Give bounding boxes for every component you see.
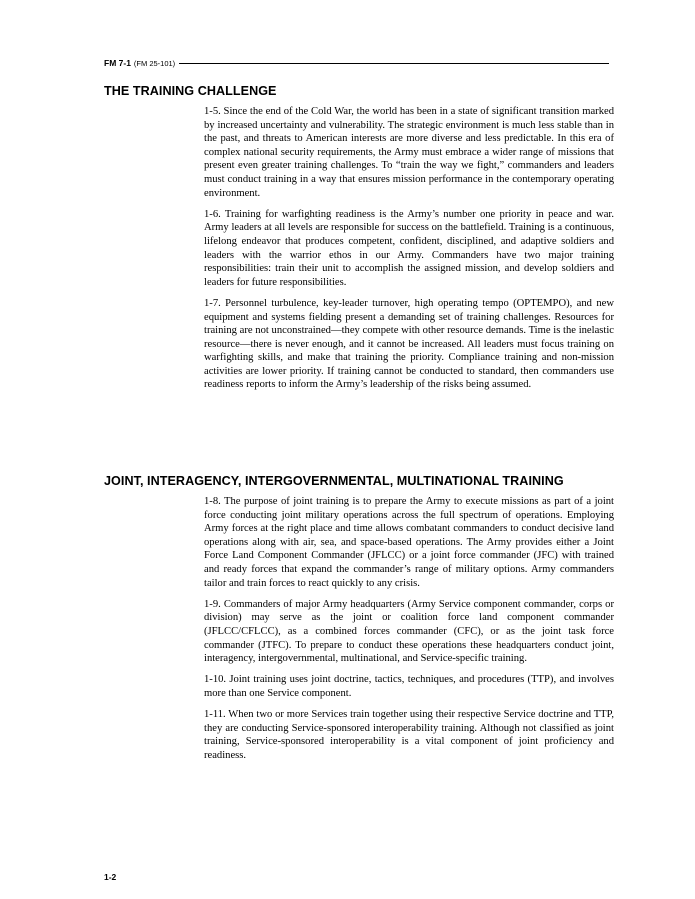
section-heading-joint-training: JOINT, INTERAGENCY, INTERGOVERNMENTAL, MULTINATIONAL TRAINING: [104, 474, 564, 488]
supersedes-note: (FM 25-101): [133, 58, 176, 68]
paragraph-1-11: 1-11. When two or more Services train together using their respective Service doctrine and TTP, they are conducting Service-sponsored interoperability training. Although not classified as joint training, Service-sponsored interoperability is a vital component of joint proficiency and readiness.: [204, 709, 614, 761]
section-body-joint-training: [204, 495, 614, 770]
paragraph-1-9: 1-9. Commanders of major Army headquarters (Army Service component commander, corps or division) may serve as the joint or coalition force land component commander (JFLCC/CFLCC), as a combined forces commander (CFC), or as the joint task force commander (JTFC). To prepare to conduct these operations these headquarters conduct joint, interagency, intergovernmental, multinational, and Service-specific training.: [204, 598, 614, 665]
section-heading-training-challenge: THE TRAINING CHALLENGE: [104, 84, 277, 98]
header-rule: [179, 63, 609, 64]
paragraph-1-10: 1-10. Joint training uses joint doctrine, tactics, techniques, and procedures (TTP), and involves more than one Service component.: [204, 674, 614, 699]
paragraph-1-7: 1-7. Personnel turbulence, key-leader turnover, high operating tempo (OPTEMPO), and new equipment and systems fielding present a demanding set of training challenges. Resources for training are not unconstrained—they compete with other resource demands. Time is the inelastic resource—there is never enough, and it cannot be increased. All leaders must focus training on warfighting skills, and make that training the priority. Compliance training and non-mission activities are lower priority. If training cannot be conducted to standard, then commanders use readiness reports to inform the Army’s leadership of the risks being assumed.: [204, 297, 614, 391]
section-body-training-challenge: [204, 105, 614, 400]
paragraph-1-6: 1-6. Training for warfighting readiness is the Army’s number one priority in peace and war. Army leaders at all levels are responsible for success on the battlefield. Training is a continuous, lifelong endeavor that produces competent, confident, disciplined, and adaptive soldiers and leaders with the warrior ethos in our Army. Commanders have two major training responsibilities: train their unit to accomplish the assigned mission, and develop soldiers and leaders for future responsibilities.: [204, 208, 614, 288]
paragraph-1-8: 1-8. The purpose of joint training is to prepare the Army to execute missions as part of a joint force conducting joint military operations across the full spectrum of operations. Employing Army forces at the right place and time allows combatant commanders to conduct decisive land operations along with air, sea, and space-based operations. The Army provides either a Joint Force Land Component Commander (JFLCC) or a joint force commander (JFC) with trained and ready forces that expand the commander’s range of military options. Army commanders tailor and train forces to react quickly to any crisis.: [204, 496, 614, 589]
manual-number: FM 7-1: [104, 58, 131, 68]
page-number: 1-2: [104, 872, 117, 882]
paragraph-1-5: 1-5. Since the end of the Cold War, the world has been in a state of significant transition marked by increased uncertainty and vulnerability. The strategic environment is much less stable than in the past, and threats to American interests are more diverse and less predictable. In this era of complex national security requirements, the Army must embrace a wider range of missions that present even greater training challenges. To “train the way we fight,” commanders and leaders must conduct training in a way that ensures mission performance in the contemporary operating environment.: [204, 106, 614, 199]
running-header: [104, 57, 609, 69]
